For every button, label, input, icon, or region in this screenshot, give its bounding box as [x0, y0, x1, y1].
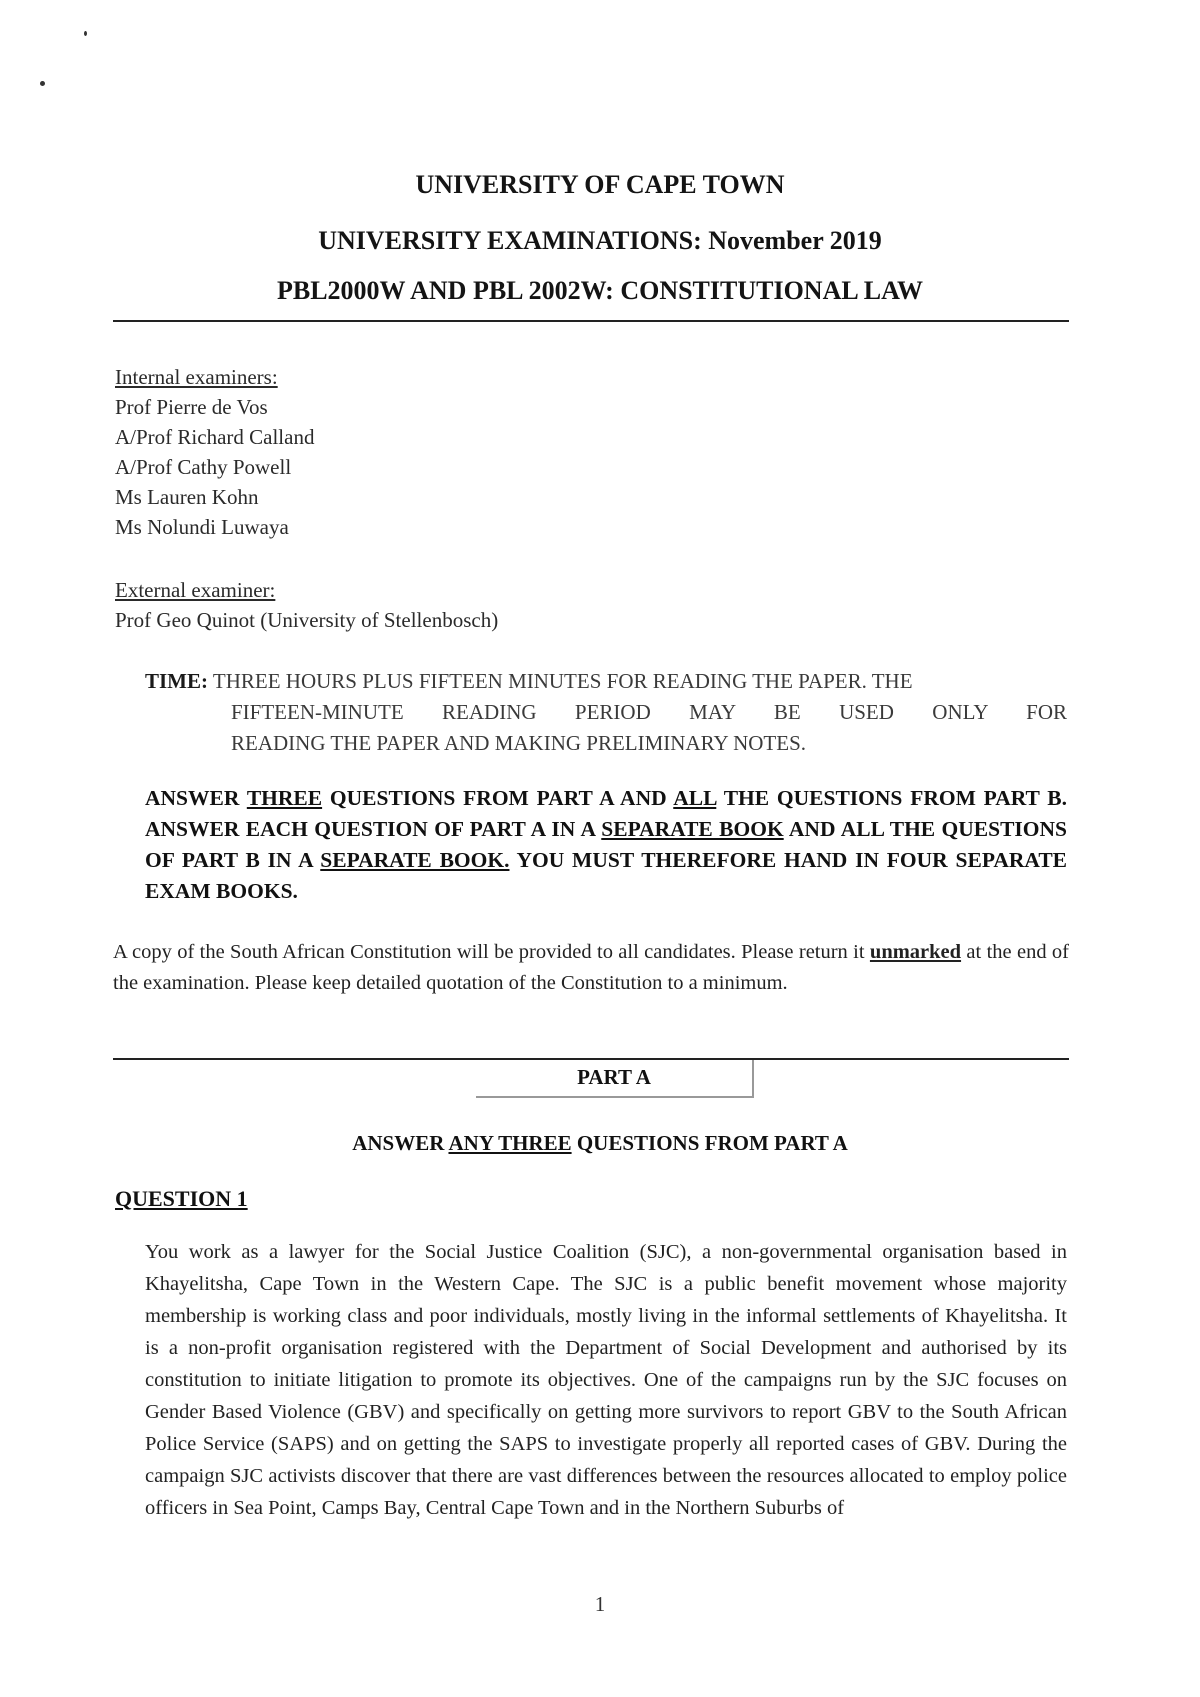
part-a-instruction	[0, 1131, 1200, 1156]
header-divider	[113, 320, 1069, 322]
part-a-heading: PART A	[476, 1060, 754, 1098]
note-text: at the end of the examination. Please keep detailed quotation of the Constitution to a minimum.	[113, 941, 1069, 994]
question-1-text: You work as a lawyer for the Social Justice Coalition (SJC), a non-governmental organisation based in Khayelitsha, Cape Town in the Western Cape. The SJC is a public benefit movement whose majority membership is working class and poor individuals, mostly living in the informal settlements of Khayelitsha. It is a non-profit organisation registered with the Department of Social Development and authorised by its constitution to initiate litigation to promote its objectives. One of the campaigns run by the SJC focuses on Gender Based Violence (GBV) and specifically on getting more survivors to report GBV to the South African Police Service (SAPS) and on getting the SAPS to investigate properly all reported cases of GBV. During the campaign SJC activists discover that there are vast differences between the resources allocated to employ police officers in Sea Point, Camps Bay, Central Cape Town and in the Northern Suburbs of	[145, 1241, 1067, 1519]
time-line-3: READING THE PAPER AND MAKING PRELIMINARY NOTES.	[231, 731, 807, 755]
instruction-emphasis: THREE	[246, 786, 323, 810]
instruction-text: YOU MUST THEREFORE HAND IN FOUR SEPARATE EXAM BOOKS.	[145, 848, 1068, 903]
course-title: PBL2000W AND PBL 2002W: CONSTITUTIONAL LAW	[276, 276, 924, 305]
external-examiner-name: Prof Geo Quinot (University of Stellenbosch)	[115, 608, 499, 632]
question-1-heading: QUESTION 1	[115, 1186, 248, 1211]
examiner-name: A/Prof Richard Calland	[115, 425, 315, 449]
answer-instructions	[145, 783, 1067, 907]
part-a-instruction-text: ANSWER	[352, 1131, 449, 1155]
page-number: 1	[594, 1592, 606, 1616]
instruction-emphasis: ALL	[673, 786, 717, 810]
external-examiner	[115, 575, 498, 635]
instruction-emphasis: SEPARATE BOOK	[601, 817, 784, 841]
note-emphasis: unmarked	[869, 941, 962, 963]
time-label: TIME:	[145, 669, 208, 693]
time-line-2: FIFTEEN-MINUTE READING PERIOD MAY BE USED ONLY FOR	[231, 700, 1067, 724]
note-text: A copy of the South African Constitution will be provided to all candidates. Please return it	[113, 941, 870, 963]
instruction-text: AND ALL THE QUESTIONS OF PART B IN A	[145, 817, 1067, 872]
instruction-text: QUESTIONS FROM PART A AND	[322, 786, 674, 810]
internal-examiners-label: Internal examiners:	[115, 365, 278, 389]
external-examiner-label: External examiner:	[115, 578, 276, 602]
part-a-instruction-text: QUESTIONS FROM PART A	[571, 1131, 848, 1155]
examiner-name: Ms Lauren Kohn	[115, 485, 259, 509]
instruction-text: ANSWER	[145, 786, 247, 810]
examiner-name: Prof Pierre de Vos	[115, 395, 268, 419]
scan-speck	[84, 31, 87, 36]
scan-speck	[40, 81, 45, 86]
university-title: UNIVERSITY OF CAPE TOWN	[415, 170, 785, 199]
exam-session-title: UNIVERSITY EXAMINATIONS: November 2019	[318, 226, 882, 255]
time-line-1: THREE HOURS PLUS FIFTEEN MINUTES FOR READING THE PAPER. THE	[212, 669, 913, 693]
instruction-text: THE QUESTIONS FROM PART B. ANSWER EACH QUESTION OF PART A IN A	[145, 786, 1067, 841]
instruction-emphasis: SEPARATE BOOK.	[320, 848, 510, 872]
time-allowance	[145, 666, 1067, 759]
part-a-instruction-emphasis: ANY THREE	[448, 1131, 572, 1155]
examiner-name: A/Prof Cathy Powell	[115, 455, 292, 479]
constitution-note	[113, 937, 1069, 999]
internal-examiners	[115, 362, 314, 542]
examiner-name: Ms Nolundi Luwaya	[115, 515, 289, 539]
